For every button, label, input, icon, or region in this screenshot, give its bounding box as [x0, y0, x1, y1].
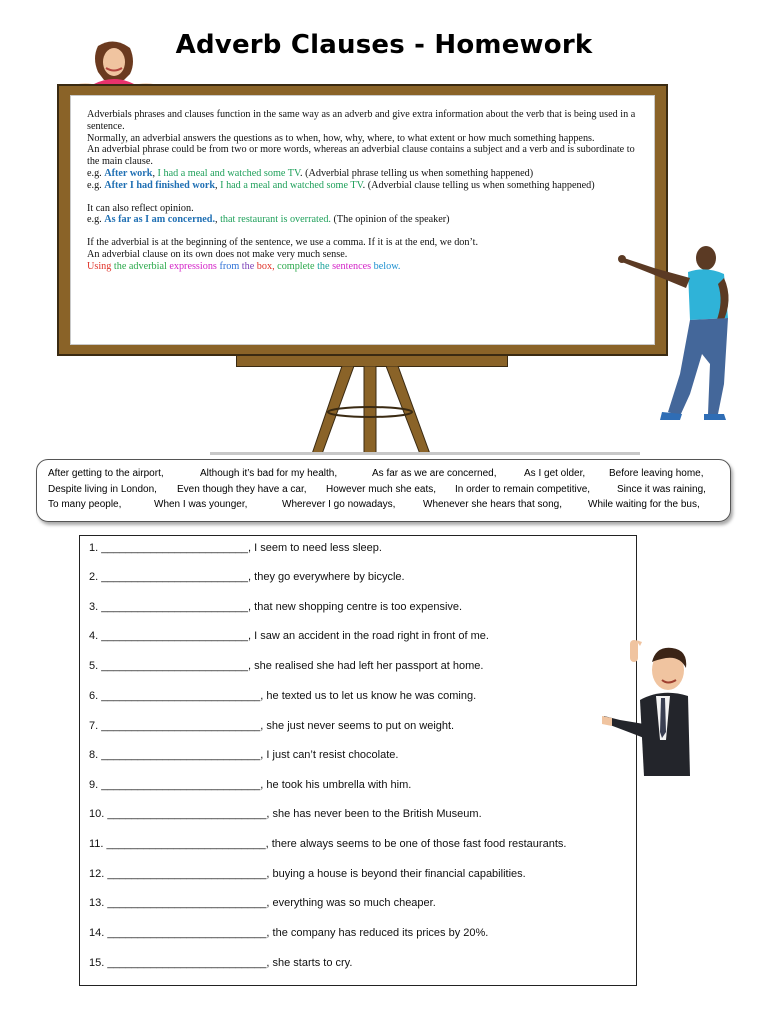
word-option: Before leaving home,	[609, 468, 704, 479]
whiteboard	[70, 95, 655, 345]
exercise-sentence: 15. __________________________, she starts to cry.	[89, 957, 353, 969]
exercise-box	[79, 535, 637, 986]
exercise-sentence: 6. __________________________, he texted us to let us know he was coming.	[89, 690, 477, 702]
opinion-line: It can also reflect opinion.	[87, 202, 194, 214]
word-option: However much she eats,	[326, 484, 437, 495]
standalone-rule: An adverbial clause on its own does not make very much sense.	[87, 248, 348, 260]
word-option: Since it was raining,	[617, 484, 706, 495]
exercise-sentence: 5. ________________________, she realised she had left her passport at home.	[89, 660, 484, 672]
adverbial-word-box	[36, 459, 731, 522]
comma-rule: If the adverbial is at the beginning of the sentence, we use a comma. If it is at the end, we don’t.	[87, 237, 479, 249]
word-row	[48, 484, 706, 495]
floor-line	[210, 452, 640, 455]
businessman-illustration	[600, 640, 696, 780]
easel-legs	[300, 366, 440, 456]
exercise-sentence: 3. ________________________, that new shopping centre is too expensive.	[89, 601, 463, 613]
exercise-sentence: 13. __________________________, everything was so much cheaper.	[89, 897, 436, 909]
page-title: Adverb Clauses - Homework	[175, 30, 593, 60]
exercise-sentence: 14. __________________________, the company has reduced its prices by 20%.	[89, 927, 489, 939]
blackboard-frame	[57, 84, 668, 356]
word-option: When I was younger,	[154, 499, 248, 510]
word-option: Despite living in London,	[48, 484, 157, 495]
exercise-sentence: 12. __________________________, buying a house is beyond their financial capabilities.	[89, 868, 526, 880]
explanation-text	[87, 109, 647, 273]
exercise-sentence: 9. __________________________, he took his umbrella with him.	[89, 779, 412, 791]
word-row	[48, 499, 700, 510]
word-option: As far as we are concerned,	[372, 468, 497, 479]
example-clause: e.g. After I had finished work, I had a meal and watched some TV. (Adverbial clause telling us when something happened)	[87, 179, 595, 191]
intro-line-3: An adverbial phrase could be from two or more words, whereas an adverbial clause contains a subject and a verb and is subordinate to the main clause.	[87, 144, 635, 168]
word-option: Wherever I go nowadays,	[282, 499, 396, 510]
word-option: In order to remain competitive,	[455, 484, 591, 495]
word-option: Whenever she hears that song,	[423, 499, 562, 510]
instruction-line: Using the adverbial expressions from the box, complete the sentences below.	[87, 260, 401, 272]
exercise-sentence: 11. __________________________, there always seems to be one of those fast food restaurants.	[89, 838, 567, 850]
exercise-sentence: 1. ________________________, I seem to need less sleep.	[89, 542, 382, 554]
word-row	[48, 468, 704, 479]
exercise-sentence: 4. ________________________, I saw an accident in the road right in front of me.	[89, 630, 489, 642]
example-opinion: e.g. As far as I am concerned., that restaurant is overrated. (The opinion of the speaker)	[87, 214, 450, 226]
word-option: Although it’s bad for my health,	[200, 468, 338, 479]
exercise-sentence: 7. __________________________, she just never seems to put on weight.	[89, 720, 455, 732]
intro-line-1: Adverbials phrases and clauses function in the same way as an adverb and give extra information about the verb that is being used in a sentence.	[87, 109, 636, 132]
exercise-sentence: 10. __________________________, she has never been to the British Museum.	[89, 808, 482, 820]
exercise-sentence: 8. __________________________, I just can’t resist chocolate.	[89, 749, 399, 761]
word-option: Even though they have a car,	[177, 484, 307, 495]
intro-line-2: Normally, an adverbial answers the questions as to when, how, why, where, to what extent or how much something happens.	[87, 132, 595, 144]
word-option: As I get older,	[524, 468, 586, 479]
pointing-man-illustration	[614, 244, 736, 426]
exercise-sentence: 2. ________________________, they go everywhere by bicycle.	[89, 571, 405, 583]
word-option: To many people,	[48, 499, 122, 510]
example-phrase: e.g. After work, I had a meal and watched some TV. (Adverbial phrase telling us when something happened)	[87, 167, 534, 179]
word-option: While waiting for the bus,	[588, 499, 700, 510]
word-option: After getting to the airport,	[48, 468, 164, 479]
